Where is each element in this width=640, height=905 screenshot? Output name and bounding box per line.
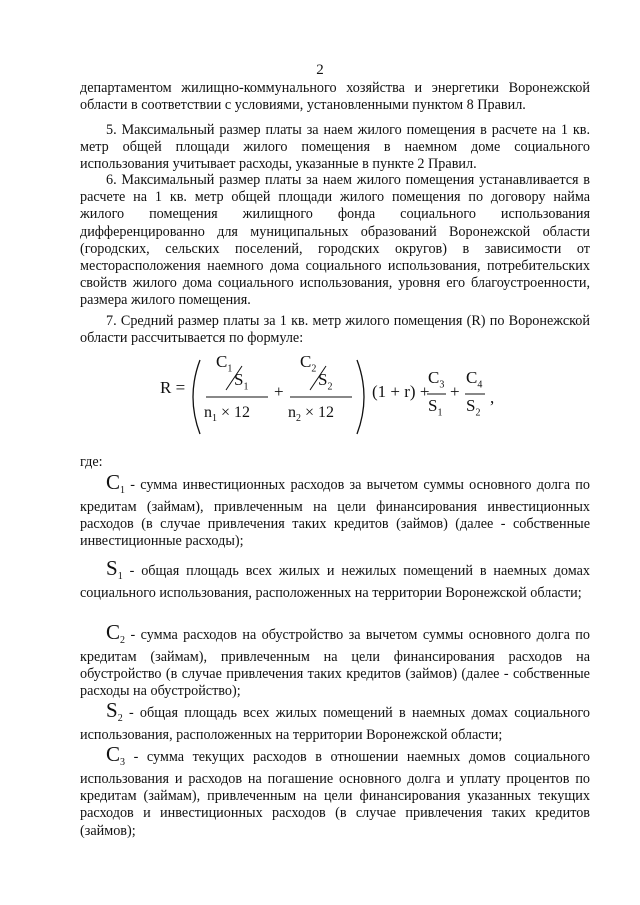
formula-c3: $C_3$ bbox=[428, 368, 445, 391]
formula-lhs: R = bbox=[160, 378, 186, 397]
definition-c1: $C_1$ - сумма инвестиционных расходов за вычетом суммы основного долга по кредитам (займам), привлеченным на цели финансирования инвестиционных расходов (в случае привлечения таких кредитов (займов) (далее - собственные инвестиционные расходы); bbox=[80, 470, 590, 550]
formula-c2: $C_2$ bbox=[300, 352, 317, 375]
page-number: 2 bbox=[316, 62, 324, 78]
formula-s1-denominator: $S_1$ bbox=[428, 396, 443, 419]
paragraph-7: 7. Средний размер платы за 1 кв. метр жилого помещения (R) по Воронежской области рассчитывается по формуле: bbox=[80, 313, 590, 347]
paragraph-intro: департаментом жилищно-коммунального хозяйства и энергетики Воронежской области в соответствии с условиями, установленными пунктом 8 Правил. bbox=[80, 80, 590, 114]
formula-c1: $C_1$ bbox=[216, 352, 233, 375]
formula-factor: (1 + r) + bbox=[372, 382, 430, 401]
formula-end-comma: , bbox=[490, 388, 495, 407]
formula-s1: $S_1$ bbox=[234, 370, 249, 393]
definition-s2: $S_2$ - общая площадь всех жилых помещений в наемных домах социального использования, расположенных на территории Воронежской области; bbox=[80, 698, 590, 744]
definition-c3: $C_3$ - сумма текущих расходов в отношении наемных домов социального использования и расходов на погашение основного долга и уплату процентов по кредитам (займам), привлеченным на цели финансирования указанных текущих расходов и инвестиционных расходов (в случае привлечения таких кредитов (займов); bbox=[80, 742, 590, 839]
rent-formula bbox=[160, 352, 540, 442]
formula-plus-2: + bbox=[450, 382, 460, 401]
definition-s1: $S_1$ - общая площадь всех жилых и нежилых помещений в наемных домах социального использования, расположенных на территории Воронежской области; bbox=[80, 556, 590, 602]
paragraph-6: 6. Максимальный размер платы за наем жилого помещения устанавливается в расчете на 1 кв. метр общей площади жилого помещения по договору найма жилого помещения жилищного фонда социального использования дифференцированно для муниципальных образований Воронежской области (городских, сельских поселений, городских округов) в зависимости от месторасположения наемного дома социального использования, потребительских свойств жилого дома социального использования, уровня его благоустроенности, размера жилого помещения. bbox=[80, 172, 590, 309]
formula-c4: $C_4$ bbox=[466, 368, 483, 391]
paragraph-5: 5. Максимальный размер платы за наем жилого помещения в расчете на 1 кв. метр общей площади жилого помещения в наемном доме социального использования учитывает расходы, указанные в пункте 2 Правил. bbox=[80, 122, 590, 173]
formula-plus: + bbox=[274, 382, 284, 401]
formula-s2-denominator: $S_2$ bbox=[466, 396, 481, 419]
definition-c2: $C_2$ - сумма расходов на обустройство за вычетом суммы основного долга по кредитам (займам), привлеченным на цели финансирования расходов на обустройство (в случае привлечения таких кредитов (займов) (далее - собственные расходы на обустройство); bbox=[80, 620, 590, 700]
where-label: где: bbox=[80, 454, 103, 470]
formula-denominator-1: $n_1 \times 12$ bbox=[204, 404, 251, 425]
formula-s2: $S_2$ bbox=[318, 370, 333, 393]
formula-denominator-2: $n_2 \times 12$ bbox=[288, 404, 335, 425]
